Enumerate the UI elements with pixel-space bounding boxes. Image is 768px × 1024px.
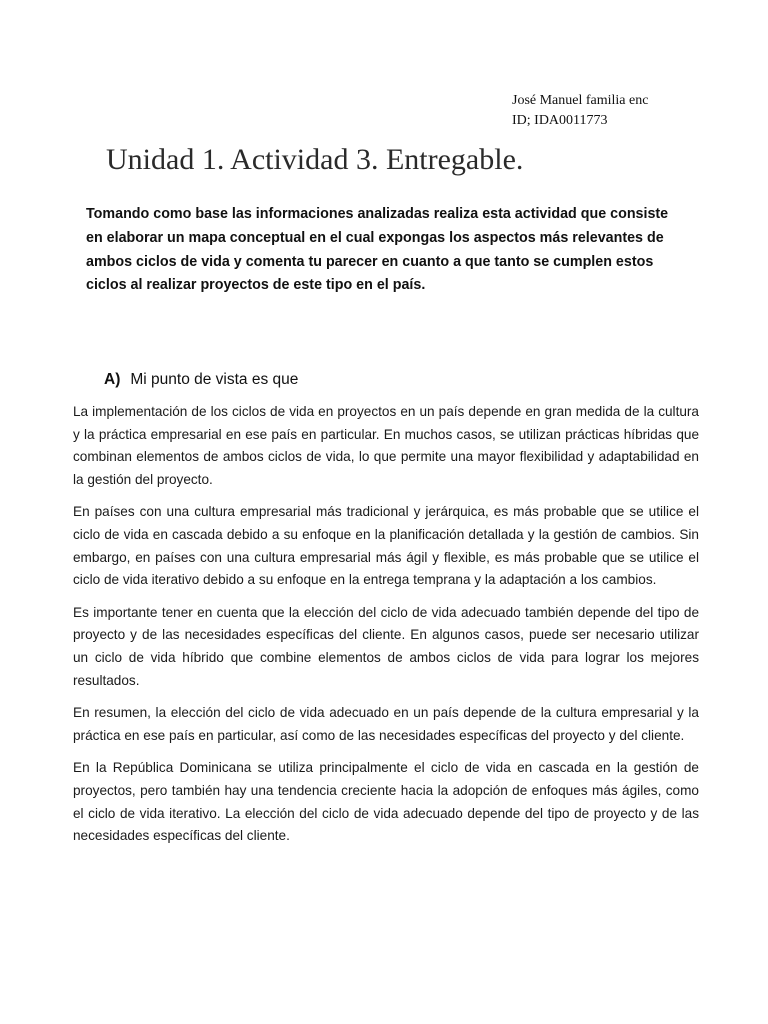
paragraph-5: En la República Dominicana se utiliza principalmente el ciclo de vida en cascada en la gestión de proyectos, pero también hay una tendencia creciente hacia la adopción de enfoques más ágiles, como el ciclo de vida iterativo. La elección del ciclo de vida adecuado depende del tipo de proyecto y de las necesidades específicas del cliente. xyxy=(73,760,699,844)
paragraph-2: En países con una cultura empresarial más tradicional y jerárquica, es más probable que se utilice el ciclo de vida en cascada debido a su enfoque en la planificación detallada y la gestión de cambios. Sin embargo, en países con una cultura empresarial más ágil y flexible, es más probable que se utilice el ciclo de vida iterativo debido a su enfoque en la entrega temprana y la adaptación a los cambios. xyxy=(73,504,699,588)
paragraph-4: En resumen, la elección del ciclo de vida adecuado en un país depende de la cultura empresarial y la práctica en ese país en particular, así como de las necesidades específicas del proyecto y del cliente. xyxy=(73,705,699,743)
section-heading xyxy=(104,368,298,392)
section-title: Mi punto de vista es que xyxy=(130,371,299,388)
document-title: Unidad 1. Actividad 3. Entregable. xyxy=(106,143,524,176)
section-letter: A) xyxy=(104,371,121,388)
author-block xyxy=(512,91,648,131)
body-text xyxy=(73,401,699,858)
author-name: José Manuel familia enc xyxy=(512,93,649,108)
student-id: ID; IDA0011773 xyxy=(512,113,608,128)
activity-instruction: Tomando como base las informaciones analizadas realiza esta actividad que consiste en elaborar un mapa conceptual en el cual expongas los aspectos más relevantes de ambos ciclos de vida y comenta tu parecer en cuanto a que tanto se cumplen estos ciclos al realizar proyectos de este tipo en el país. xyxy=(86,206,669,294)
paragraph-3: Es importante tener en cuenta que la elección del ciclo de vida adecuado también depende del tipo de proyecto y de las necesidades específicas del cliente. En algunos casos, puede ser necesario utilizar un ciclo de vida híbrido que combine elementos de ambos ciclos de vida para lograr los mejores resultados. xyxy=(73,604,699,688)
paragraph-1: La implementación de los ciclos de vida en proyectos en un país depende en gran medida de la cultura y la práctica empresarial en ese país en particular. En muchos casos, se utilizan prácticas híbridas que combinan elementos de ambos ciclos de vida, lo que permite una mayor flexibilidad y adaptabilidad en la gestión del proyecto. xyxy=(73,404,699,487)
